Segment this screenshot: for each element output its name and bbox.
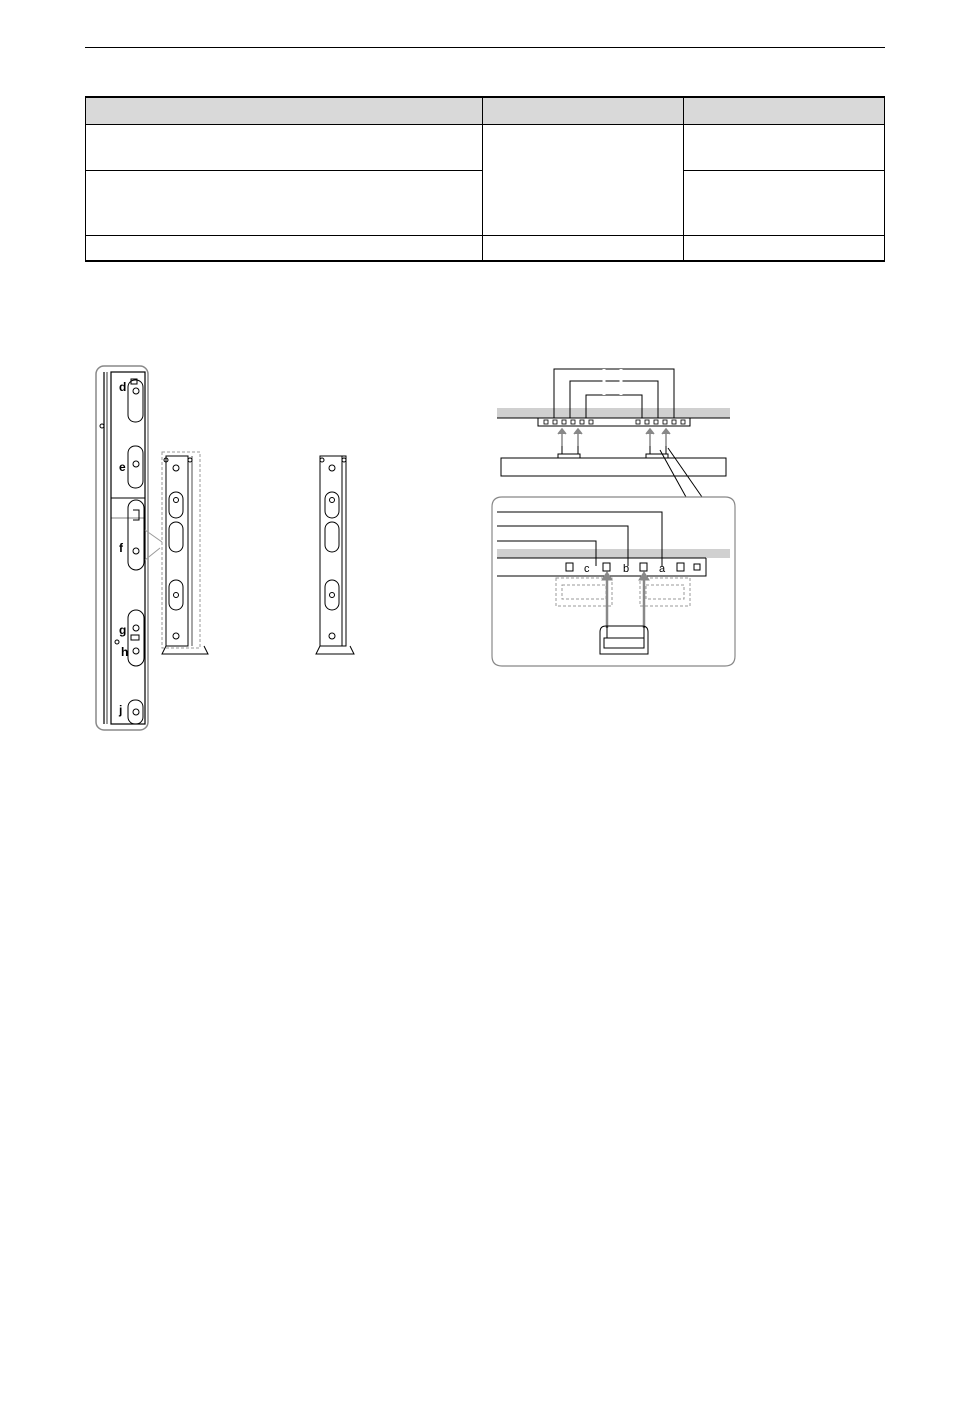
callout-label-b: b: [623, 563, 630, 575]
callout-label-e: e: [119, 460, 126, 474]
callout-label-c: c: [584, 563, 590, 575]
callout-label-f: f: [119, 541, 123, 555]
callout-label-a: a: [659, 563, 666, 575]
callout-label-g: g: [119, 623, 127, 637]
callout-label-h: h: [121, 645, 129, 659]
callout-label-d: d: [119, 380, 127, 394]
callout-label-j: j: [119, 703, 123, 717]
